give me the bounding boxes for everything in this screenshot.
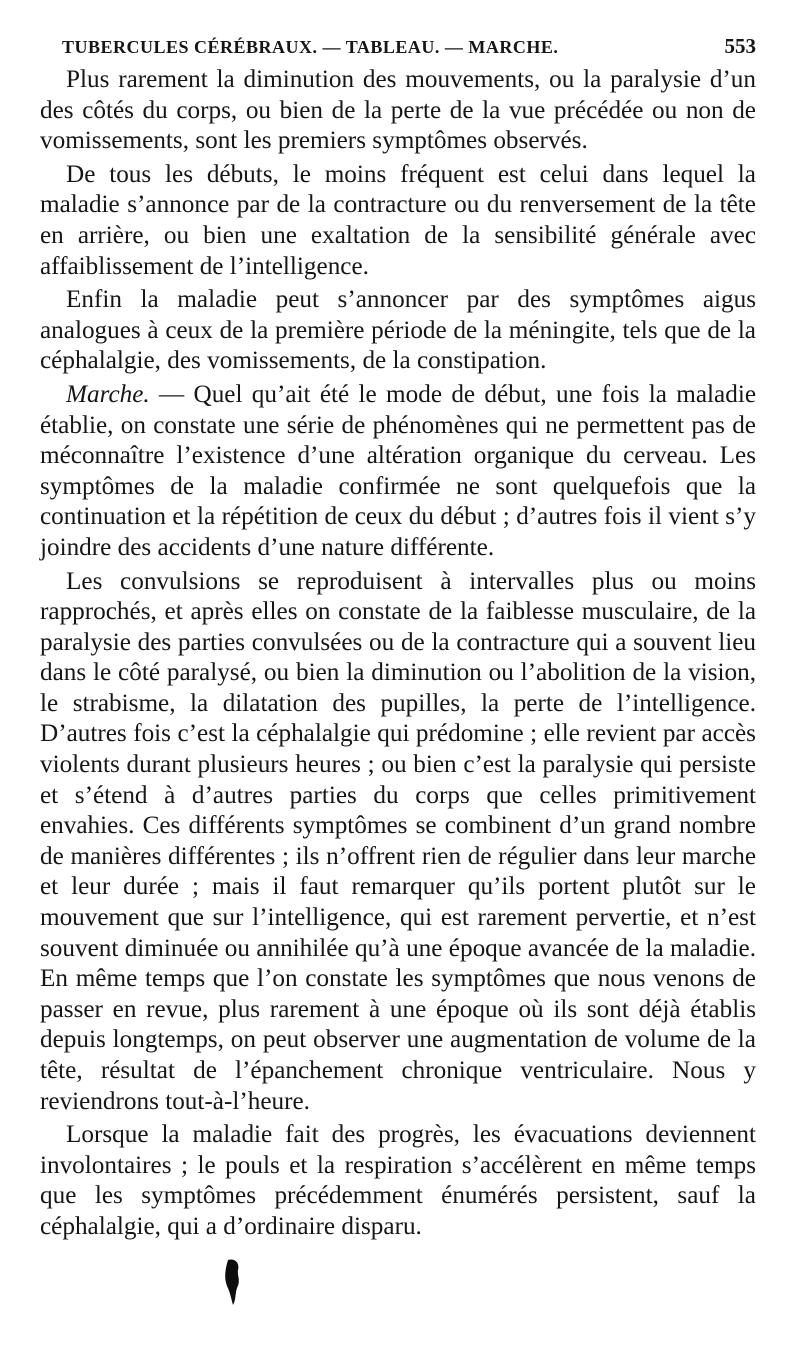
paragraph-4: Marche. — Quel qu’ait été le mode de début, une fois la maladie établie, on constate une série de phénomènes qui ne permettent pas de méconnaître l’existence d’une altération organique du cerveau. Les symptômes de la maladie confirmée ne sont quelquefois que la continuation et la répétition de ceux du début ; d’autres fois il vient s’y joindre des accidents d’une nature différente.	[40, 380, 756, 561]
paragraph-6: Lorsque la maladie fait des progrès, les évacuations deviennent involontaires ; le pouls et la respiration s’accélèrent en même temps que les symptômes précédemment énumérés persistent, sauf la céphalalgie, qui a d’ordinaire disparu.	[40, 1121, 756, 1240]
paragraph-5: Les convulsions se reproduisent à intervalles plus ou moins rapprochés, et après elles on constate de la faiblesse musculaire, de la paralysie des parties convulsées ou de la contracture qui a souvent lieu dans le côté paralysé, ou bien la diminution ou l’abolition de la vision, le strabisme, la dilatation des pupilles, la perte de l’intelligence. D’autres fois c’est la céphalalgie qui prédomine ; elle revient par accès violents durant plusieurs heures ; ou bien c’est la paralysie qui persiste et s’étend à d’autres parties du corps que celles primitivement envahies. Ces différents symptômes se combinent d’un grand nombre de manières différentes ; ils n’offrent rien de régulier dans leur marche et leur durée ; mais il faut remarquer qu’ils portent plutôt sur le mouvement que sur l’intelligence, qui est rarement pervertie, et n’est souvent diminuée ou annihilée qu’à une époque avancée de la maladie. En même temps que l’on constate les symptômes que nous venons de passer en revue, plus rarement à une époque où ils sont déjà établis depuis longtemps, on peut observer une augmentation de volume de la tête, résultat de l’épanchement chronique ventriculaire. Nous y reviendrons tout-à-l’heure.	[40, 567, 756, 1115]
page-number: 553	[724, 34, 756, 58]
paragraph-1: Plus rarement la diminution des mouvements, ou la paralysie d’un des côtés du corps, ou bien de la perte de la vue précédée ou non de vomissements, sont les premiers symptômes observés.	[40, 66, 756, 155]
ink-blot-mark	[222, 1258, 244, 1306]
paragraph-3: Enfin la maladie peut s’annoncer par des symptômes aigus analogues à ceux de la première période de la méningite, tels que de la céphalalgie, des vomissements, de la constipation.	[40, 286, 756, 375]
section-run-in-heading: Marche.	[66, 380, 150, 408]
body-text	[40, 65, 756, 1243]
paragraph-2: De tous les débuts, le moins fréquent est celui dans lequel la maladie s’annonce par de la contracture ou du renversement de la tête en arrière, ou bien une exaltation de la sensibilité générale avec affaiblissement de l’intelligence.	[40, 160, 756, 280]
running-head	[62, 34, 756, 59]
running-title: TUBERCULES CÉRÉBRAUX. — TABLEAU. — MARCHE.	[62, 37, 559, 57]
